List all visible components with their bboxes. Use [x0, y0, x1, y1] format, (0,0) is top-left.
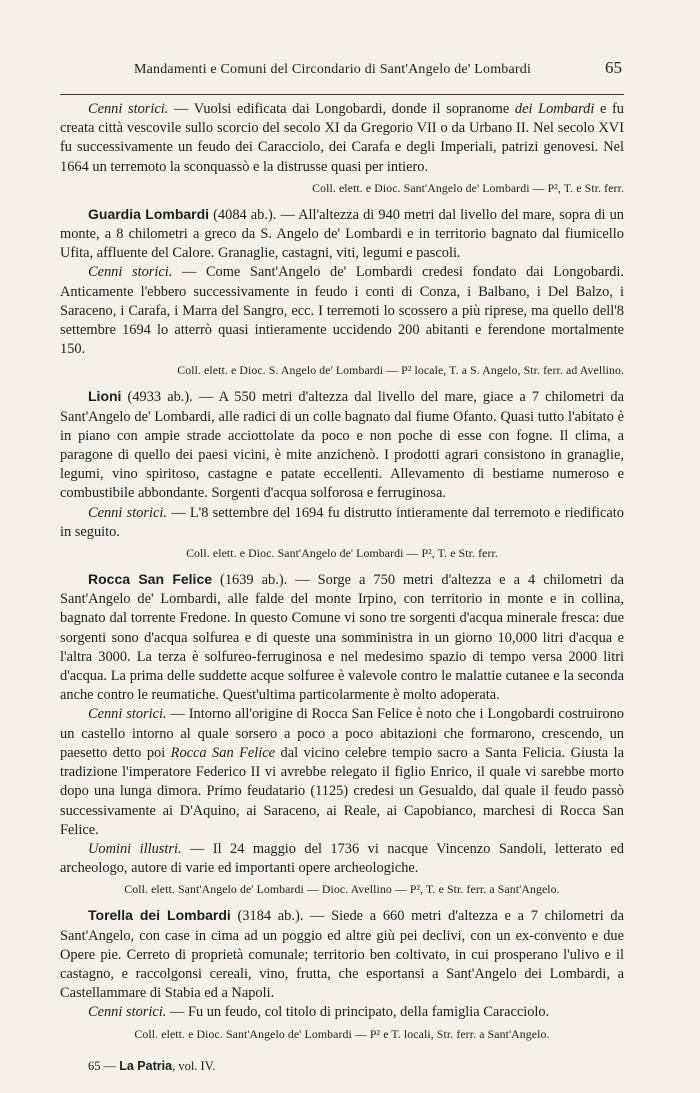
page-header: [60, 58, 622, 78]
lioni-reference: Coll. elett. e Dioc. Sant'Angelo de' Lombardi — P², T. e Str. ferr.: [186, 546, 498, 561]
guardia-reference: Coll. elett. e Dioc. S. Angelo de' Lombardi — P² locale, T. a S. Angelo, Str. ferr. ad Avellino.: [177, 363, 624, 378]
entry-guardia: Guardia Lombardi (4084 ab.). — All'altezza di 940 metri dal livello del mare, sopra di un monte, a 8 chilometri a greco da S. Angelo de' Lombardi e in territorio bagnato dal fiumicello Ufita, affluente del Calore. Granaglie, castagni, viti, legumi e pascoli.: [60, 205, 624, 262]
entry-lioni: Lioni (4933 ab.). — A 550 metri d'altezza dal livello del mare, giace a 7 chilometri da Sant'Angelo de' Lombardi, alle radici di un colle bagnato dal fiume Ofanto. Quasi tutto l'abitato è in piano con ampie strade acciottolate da poco e non poche di esse con fogne. Il clima, a paragone di quello dei paesi vicini, è mite anzichenò. I prodotti agrari consistono in granaglie, legumi, vino spiritoso, castagne e patate eccellenti. Allevamento di bestiame numeroso e combustibile abbondante. Sorgenti d'acqua solforosa e ferruginosa.: [60, 388, 624, 502]
torella-reference: Coll. elett. e Dioc. Sant'Angelo de' Lombardi — P² e T. locali, Str. ferr. a Sant'Angelo.: [134, 1026, 550, 1041]
page-number: 65: [605, 58, 622, 77]
lioni-history: Cenni storici. — L'8 settembre del 1694 fu distrutto intieramente dal terremoto e riedificato in seguito.: [60, 504, 625, 540]
intro-paragraph: Cenni storici. — Vuolsi edificata dai Longobardi, donde il sopranome dei Lombardi e fu creata città vescovile sullo scorcio del secolo XI da Gregorio VII o da Urbano II. Nel secolo XVI fu successivamente un feudo dei Caracciolo, dei Carafa e degli Imperiali, patrizi genovesi. Nel 1664 un terremoto la sconquassò e la distrusse quasi per intiero.: [60, 101, 624, 175]
entry-title-guardia: Guardia Lombardi: [88, 205, 210, 222]
entry-torella: Torella dei Lombardi (3184 ab.). — Siede a 660 metri d'altezza e a 7 chilometri da Sant'Angelo, con case in cima ad un poggio ed altre giù pei declivi, con un ex-convento e due Opere pie. Cerreto di proprietà comunale; territorio ben coltivato, in cui prosperano l'ulivo e il castagno, e raccolgonsi cereali, vino, frutta, che esportansi a Sant'Angelo dei Lombardi, a Castellammare di Stabia ed a Napoli.: [60, 907, 624, 1002]
torella-history: Cenni storici. — Fu un feudo, col titolo di principato, della famiglia Caracciolo.: [88, 1004, 550, 1021]
rocca-notable-people: Uomini illustri. — Il 24 maggio del 1736 vi nacque Vincenzo Sandoli, letterato ed archeologo, autore di varie ed importanti opere archeologiche.: [60, 840, 624, 877]
entry-title-lioni: Lioni: [88, 388, 122, 405]
entry-title-torella: Torella dei Lombardi: [88, 907, 231, 924]
intro-label: Cenni storici.: [88, 101, 169, 117]
entry-rocca: Rocca San Felice (1639 ab.). — Sorge a 750 metri d'altezza e a 4 chilometri da Sant'Angelo de' Lombardi, alle falde del monte Irpino, con territorio in monte e in collina, bagnato dal torrente Fredone. In questo Comune vi sono tre sorgenti d'acqua minerale fresca: due sorgenti sono d'acqua solfurea e di queste una somministra in un giorno 10,000 litri d'acqua e l'altra 3000. La terza è solfureo-ferruginosa e nel medesimo spazio di tempo versa 2000 litri d'acqua. La prima delle suddette acque solfuree è valevole contro le malattie cutanee e la seconda anche contro le reumatiche. Quest'ultima particolarmente è molto adoperata.: [60, 571, 624, 704]
running-title: Mandamenti e Comuni del Circondario di Sant'Angelo de' Lombardi: [133, 62, 532, 77]
footer-title: La Patria: [119, 1059, 173, 1073]
intro-reference: Coll. elett. e Dioc. Sant'Angelo de' Lombardi — P², T. e Str. ferr.: [312, 180, 624, 195]
rocca-history: Cenni storici. — Intorno all'origine di Rocca San Felice è noto che i Longobardi costruirono un castello intorno al quale sorsero a poco a poco abitazioni che formarono, crescendo, un paesetto detto poi Rocca San Felice dal vicino celebre tempio sacro a Santa Felicia. Giusta la tradizione l'imperatore Federico II vi avrebbe relegato il figlio Enrico, il quale vi sarebbe morto dopo una lunga dimora. Primo feudatario (1125) credesi un Gesualdo, dal quale il feudo passò successivamente ai D'Aquino, ai Saraceno, ai Reale, ai Capobianco, marchesi di Rocca San Felice.: [60, 706, 625, 838]
body-text: [60, 100, 624, 1047]
header-rule: [60, 94, 624, 95]
entry-title-rocca: Rocca San Felice: [88, 571, 213, 588]
guardia-history: Cenni storici. — Come Sant'Angelo de' Lombardi credesi fondato dai Longobardi. Anticamente l'ebbero successivamente in feudo i conti di Conza, i Balbano, i Del Balzo, i Saraceno, i Carafa, i Marra del Sangro, ecc. I terremoti lo scossero a più riprese, ma quello dell'8 settembre 1694 lo atterrò quasi intieramente uccidendo 200 abitanti e ferendone mortalmente 150.: [60, 264, 624, 358]
rocca-reference: Coll. elett. Sant'Angelo de' Lombardi — Dioc. Avellino — P², T. e Str. ferr. a Sant'Angelo.: [124, 882, 560, 897]
page-footer: 65 — La Patria, vol. IV.: [88, 1059, 216, 1073]
